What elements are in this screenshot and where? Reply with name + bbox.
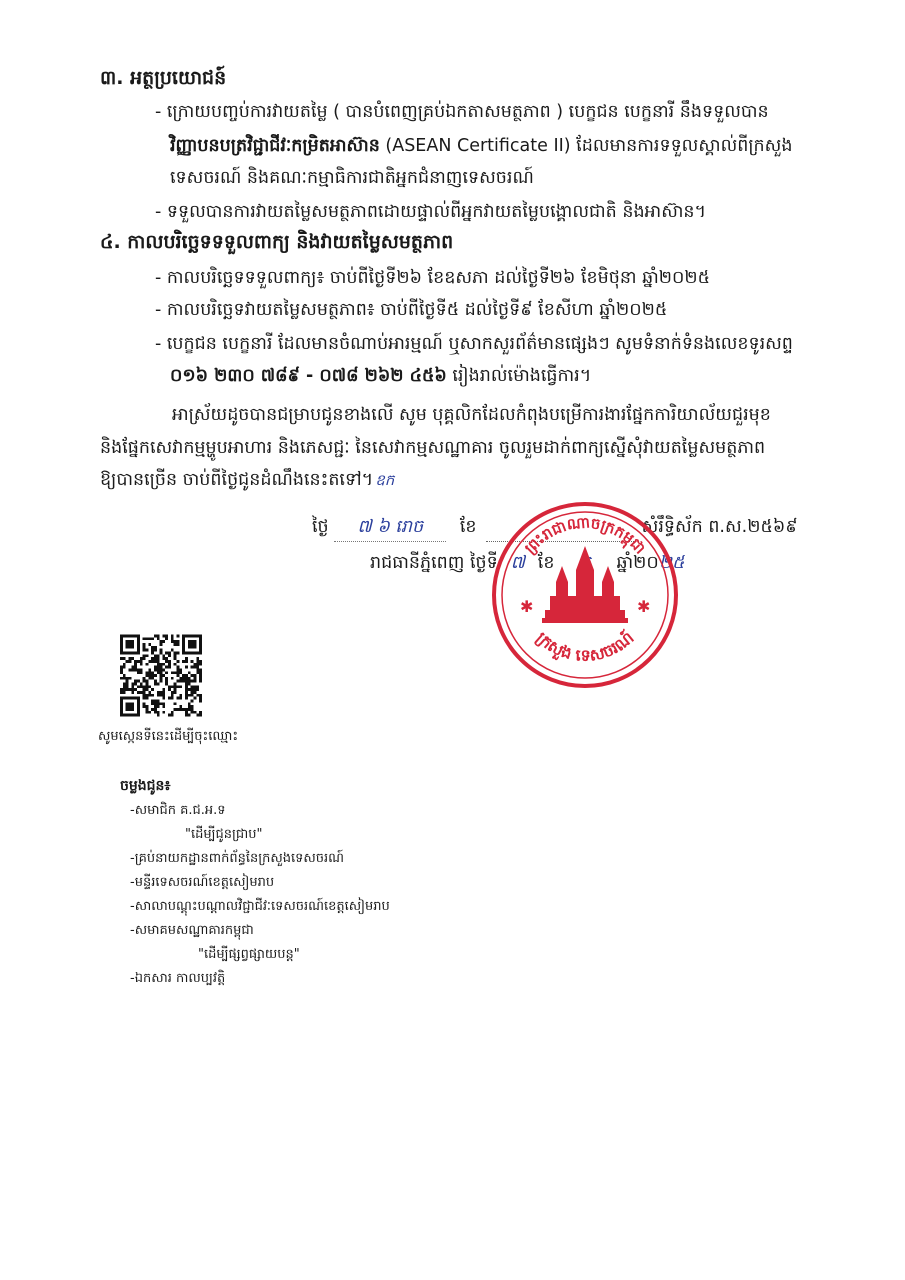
- section-4-heading: ៤. កាលបរិច្ឆេទទទួលពាក្យ និងវាយតម្លៃសមត្ថភាព: [100, 231, 454, 253]
- distribution-item-note: "ដើម្បីផ្សព្វផ្សាយបន្ត": [198, 947, 300, 962]
- registration-qr-code[interactable]: [120, 633, 202, 718]
- distribution-heading: ចម្លងជូន៖: [120, 778, 171, 794]
- section-4-bullet-1: - កាលបរិច្ឆេទទទួលពាក្យ៖ ចាប់ពីថ្ងៃទី២៦ ខែឧសភា ដល់ថ្ងៃទី២៦ ខែមិថុនា ឆ្នាំ២០២៥: [155, 268, 711, 288]
- contact-phone-numbers: ០១៦ ២៣០ ៧៨៩ - ០៧៨ ២៦២ ៤៥៦: [170, 366, 447, 386]
- lunar-month-label: ខែ: [459, 517, 477, 537]
- section-4-bullet-3-line-2: [170, 364, 591, 390]
- closing-sentence-end: ឱ្យបានច្រើន ចាប់ពីថ្ងៃជូនដំណឹងនេះតទៅ។: [100, 470, 374, 490]
- seal-top-text: ព្រះរាជាណាចក្រកម្ពុជា: [520, 513, 650, 558]
- closing-line-3: [100, 468, 394, 494]
- qr-caption: សូមស្កេនទីនេះដើម្បីចុះឈ្មោះ: [98, 729, 239, 744]
- certificate-name: វិញ្ញាបនបត្រវិជ្ជាជីវៈកម្រិតអាស៊ាន: [170, 136, 380, 156]
- solar-day-value: ៧: [510, 553, 525, 573]
- solar-date-prefix: រាជធានីភ្នំពេញ ថ្ងៃទី: [370, 553, 498, 573]
- certificate-description: (ASEAN Certificate II) ដែលមានការទទួលស្គាល់ពីក្រសួង: [379, 136, 793, 156]
- distribution-item: -ឯកសារ កាលប្បវត្តិ: [130, 971, 226, 986]
- distribution-item: -សមាជិក គ.ជ.អ.ទ: [130, 803, 226, 818]
- lunar-day-value: ៧ ៦ រោច: [334, 515, 446, 542]
- lunar-year: សំរឹទ្ធិស័ក ព.ស.២៥៦៩: [641, 517, 798, 537]
- lunar-day-label: ថ្ងៃ: [312, 517, 329, 537]
- section-3-bullet-1-line-1: - ក្រោយបញ្ចប់ការវាយតម្លៃ ( បានបំពេញគ្រប់ឯកតាសមត្ថភាព ) បេក្ខជន បេក្ខនារី នឹងទទួលបាន: [155, 102, 769, 122]
- section-3-bullet-1-line-2: [170, 134, 792, 160]
- closing-line-1: អាស្រ័យដូចបានជម្រាបជូនខាងលើ សូម បុគ្គលិកដែលកំពុងបម្រើការងារផ្នែកការិយាល័យជួរមុខ: [172, 405, 771, 425]
- solar-year-handwritten: ២៥: [658, 553, 685, 573]
- solar-month-label: ខែ: [537, 553, 555, 573]
- seal-bottom-text: ក្រសួង ទេសចរណ៍: [532, 627, 638, 665]
- section-3-heading: ៣. អត្ថប្រយោជន៍: [100, 67, 227, 89]
- ministry-seal-stamp: [490, 500, 680, 690]
- section-3-bullet-2: - ទទួលបានការវាយតម្លៃសមត្ថភាពដោយផ្ទាល់ពីអ្នកវាយតម្លៃបង្គោលជាតិ និងអាស៊ាន។: [155, 202, 707, 222]
- distribution-item: -មន្ទីរទេសចរណ៍ខេត្តសៀមរាប: [130, 875, 275, 890]
- section-4-bullet-2: - កាលបរិច្ឆេទវាយតម្លៃសមត្ថភាព៖ ចាប់ពីថ្ងៃទី៥ ដល់ថ្ងៃទី៩ ខែសីហា ឆ្នាំ២០២៥: [155, 300, 668, 320]
- section-3-bullet-1-line-3: ទេសចរណ៍ និងគណៈកម្មាធិការជាតិអ្នកជំនាញទេសចរណ៍: [170, 168, 534, 188]
- distribution-item: -សមាគមសណ្ឋាគារកម្ពុជា: [130, 923, 254, 938]
- angkor-temple-emblem-icon: [542, 546, 628, 623]
- handwritten-initials: ឧក: [375, 471, 395, 489]
- distribution-item-note: "ដើម្បីជូនជ្រាប": [185, 827, 263, 842]
- distribution-item: -គ្រប់នាយកដ្ឋានពាក់ព័ន្ធនៃក្រសួងទេសចរណ៍: [130, 851, 344, 866]
- distribution-item: -សាលាបណ្ដុះបណ្ដាលវិជ្ជាជីវៈទេសចរណ៍ខេត្តសៀមរាប: [130, 899, 390, 914]
- closing-line-2: និងផ្នែកសេវាកម្មម្ហូបអាហារ និងភេសជ្ជៈ នៃសេវាកម្មសណ្ឋាគារ ចូលរួមដាក់ពាក្យស្នើសុំវាយតម្លៃសមត្ថភាព: [100, 438, 766, 458]
- solar-year-label: ឆ្នាំ២០: [616, 553, 659, 573]
- seal-star-right-icon: ✱: [637, 597, 651, 616]
- seal-star-left-icon: ✱: [520, 597, 534, 616]
- section-4-bullet-3-line-1: - បេក្ខជន បេក្ខនារី ដែលមានចំណាប់អារម្មណ៍ ឬសាកសួរព័ត៌មានផ្សេងៗ សូមទំនាក់ទំនងលេខទូរសព្ទ: [155, 334, 793, 354]
- contact-hours: រៀងរាល់ម៉ោងធ្វើការ។: [446, 366, 592, 386]
